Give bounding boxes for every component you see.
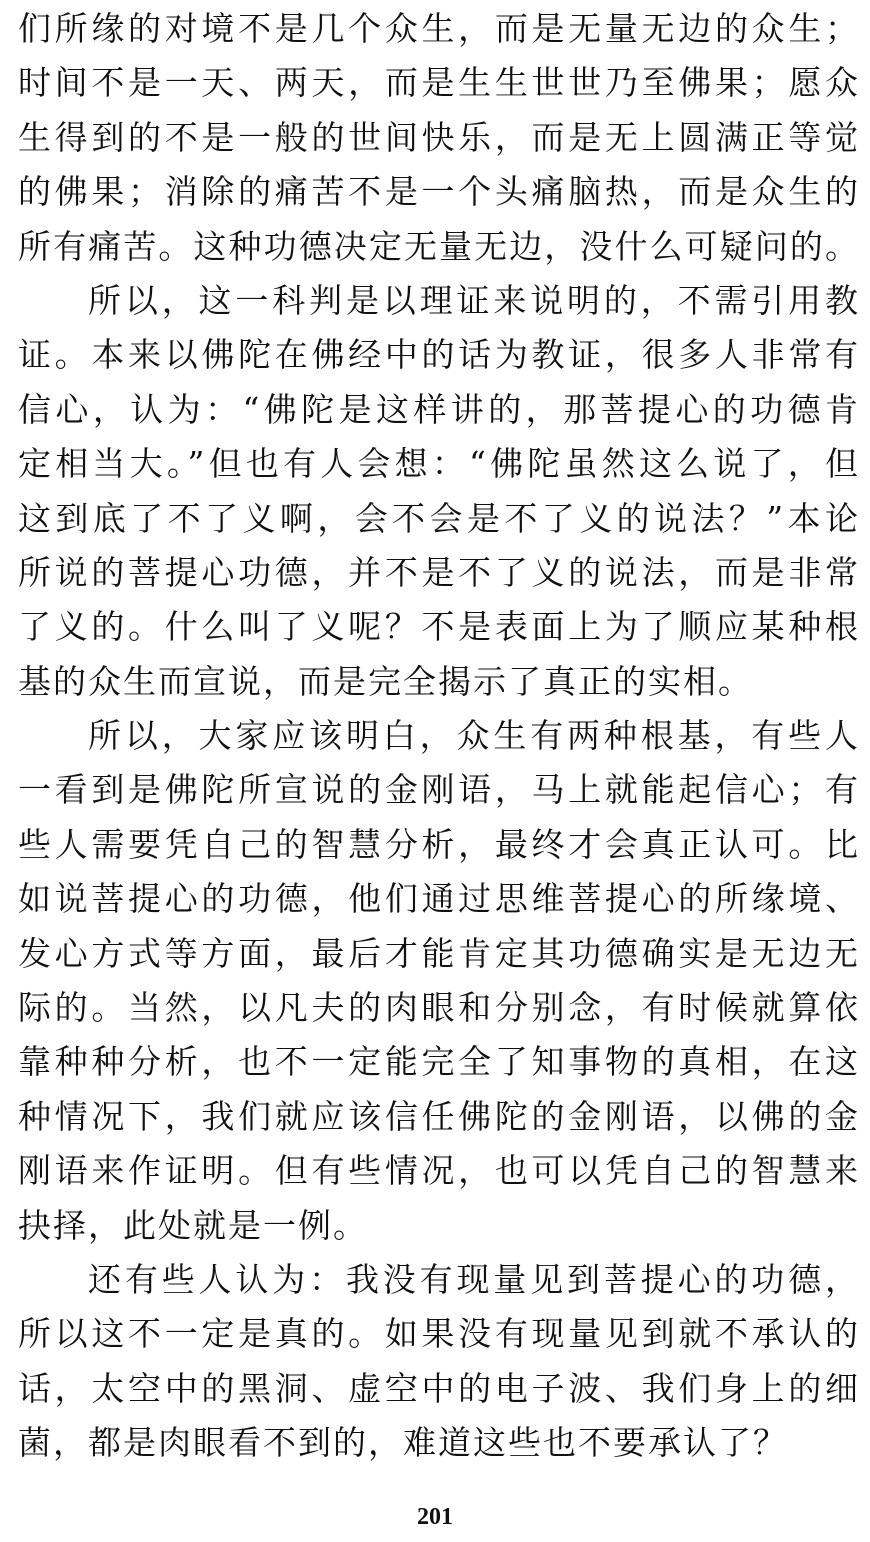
text-line: 刚语来作证明。但有些情况，也可以凭自己的智慧来 [18,1151,858,1191]
text-line: 发心方式等方面，最后才能肯定其功德确实是无边无 [18,933,858,973]
text-line: 们所缘的对境不是几个众生，而是无量无边的众生； [18,9,858,48]
text-line: 基的众生而宣说，而是完全揭示了真正的实相。 [18,661,753,701]
text-line: 所以这不一定是真的。如果没有现量见到就不承认的 [18,1314,858,1354]
text-line: 话，太空中的黑洞、虚空中的电子波、我们身上的细 [18,1368,858,1408]
page-number: 201 [417,1504,453,1530]
body-text [18,2,858,1471]
text-line: 靠种种分析，也不一定能完全了知事物的真相，在这 [18,1042,858,1082]
text-line: 菌，都是肉眼看不到的，难道这些也不要承认了？ [18,1423,788,1463]
text-line: 一看到是佛陀所宣说的金刚语，马上就能起信心；有 [18,770,858,810]
text-line: 所有痛苦。这种功德决定无量无边，没什么可疑问的。 [18,226,858,266]
text-line: 所说的菩提心功德，并不是不了义的说法，而是非常 [18,552,858,592]
paragraph-1 [18,2,858,274]
text-line: 所以，大家应该明白，众生有两种根基，有些人 [88,716,858,756]
text-line: 时间不是一天、两天，而是生生世世乃至佛果；愿众 [18,63,858,103]
text-line: 生得到的不是一般的世间快乐，而是无上圆满正等觉 [18,117,858,157]
text-line: 了义的。什么叫了义呢？不是表面上为了顺应某种根 [18,607,858,647]
text-line: 些人需要凭自己的智慧分析，最终才会真正认可。比 [18,824,858,864]
text-line: 证。本来以佛陀在佛经中的话为教证，很多人非常有 [18,335,858,375]
paragraph-2 [18,274,858,709]
text-line: 际的。当然，以凡夫的肉眼和分别念，有时候就算依 [18,988,858,1028]
paragraph-4 [18,1253,858,1471]
text-line: 所以，这一科判是以理证来说明的，不需引用教 [88,280,858,320]
text-line: 定相当大。”但也有人会想：“佛陀虽然这么说了，但 [18,444,858,484]
text-line: 还有些人认为：我没有现量见到菩提心的功德， [88,1259,858,1299]
text-line: 种情况下，我们就应该信任佛陀的金刚语，以佛的金 [18,1096,858,1136]
paragraph-3 [18,709,858,1253]
text-line: 的佛果；消除的痛苦不是一个头痛脑热，而是众生的 [18,172,858,212]
text-line: 信心，认为：“佛陀是这样讲的，那菩提心的功德肯 [18,389,858,429]
text-line: 如说菩提心的功德，他们通过思维菩提心的所缘境、 [18,879,858,919]
text-line: 抉择，此处就是一例。 [18,1205,368,1245]
text-line: 这到底了不了义啊，会不会是不了义的说法？”本论 [18,498,858,538]
